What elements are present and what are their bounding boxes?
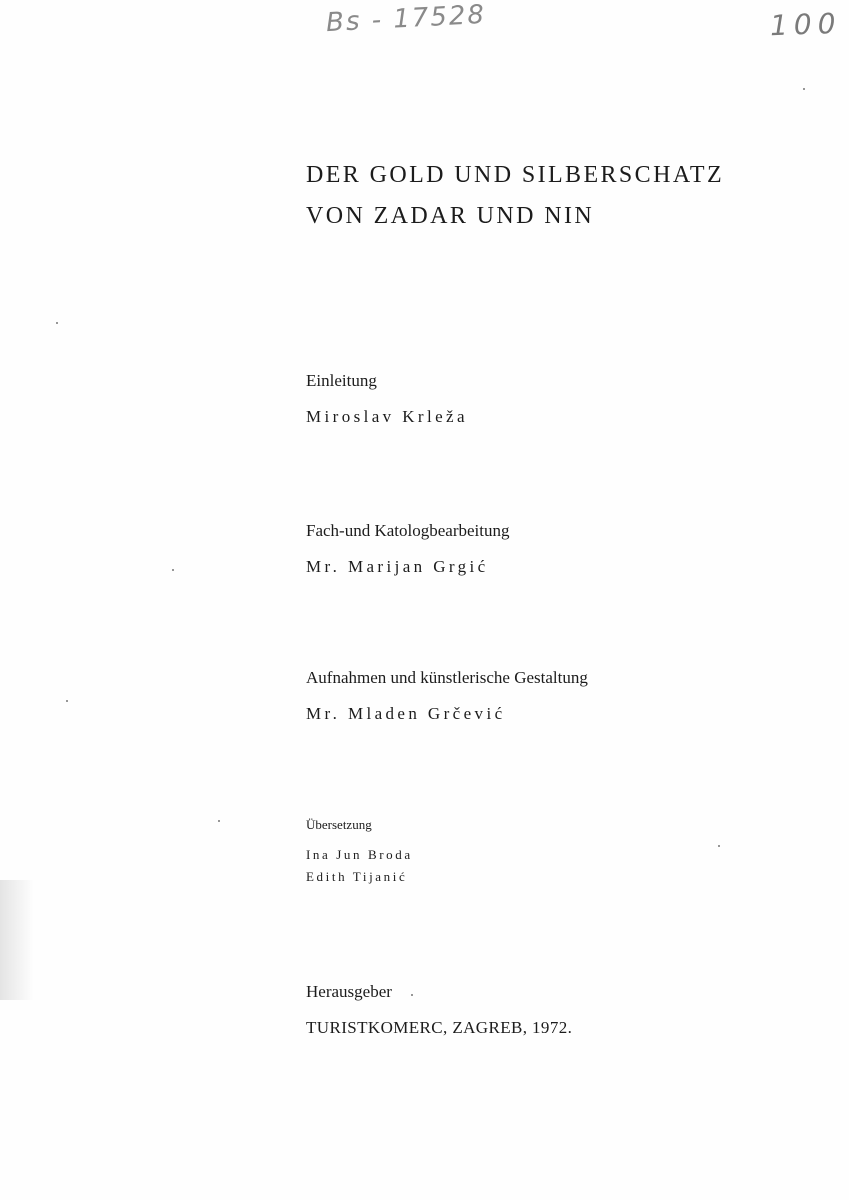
- book-title: [306, 155, 724, 237]
- scan-shadow: [0, 880, 34, 1000]
- scan-speck: [172, 569, 174, 571]
- scan-speck: [66, 700, 68, 702]
- scan-speck: [803, 88, 805, 90]
- credit-name: Mr. Mladen Grčević: [306, 704, 506, 723]
- credit-name: Miroslav Krleža: [306, 407, 468, 426]
- book-title-line-2: VON ZADAR UND NIN: [306, 203, 595, 229]
- credit-label: Aufnahmen und künstlerische Gestaltung: [306, 668, 588, 687]
- credit-label: Fach-und Katologbearbeitung: [306, 521, 510, 540]
- credit-label: Übersetzung: [306, 817, 372, 832]
- handwritten-page-number: 100: [769, 6, 843, 43]
- credit-label: Herausgeber: [306, 982, 392, 1001]
- credit-einleitung: [306, 371, 468, 427]
- scan-speck: [411, 994, 413, 996]
- scan-speck: [56, 322, 58, 324]
- credit-fach-bearbeitung: [306, 521, 509, 577]
- credit-aufnahmen: [306, 668, 588, 724]
- credit-label: Einleitung: [306, 371, 377, 390]
- scan-speck: [218, 820, 220, 822]
- scan-speck: [718, 845, 720, 847]
- credit-name: Ina Jun Broda: [306, 847, 413, 862]
- publisher-name: TURISTKOMERC, ZAGREB, 1972.: [306, 1018, 573, 1037]
- credit-name: Mr. Marijan Grgić: [306, 557, 489, 576]
- credit-herausgeber: [306, 982, 572, 1038]
- handwritten-call-number: Bs - 17528: [325, 0, 487, 39]
- book-title-line-1: DER GOLD UND SILBERSCHATZ: [306, 162, 725, 188]
- credit-uebersetzung: [306, 817, 413, 885]
- credit-name: Edith Tijanić: [306, 869, 408, 884]
